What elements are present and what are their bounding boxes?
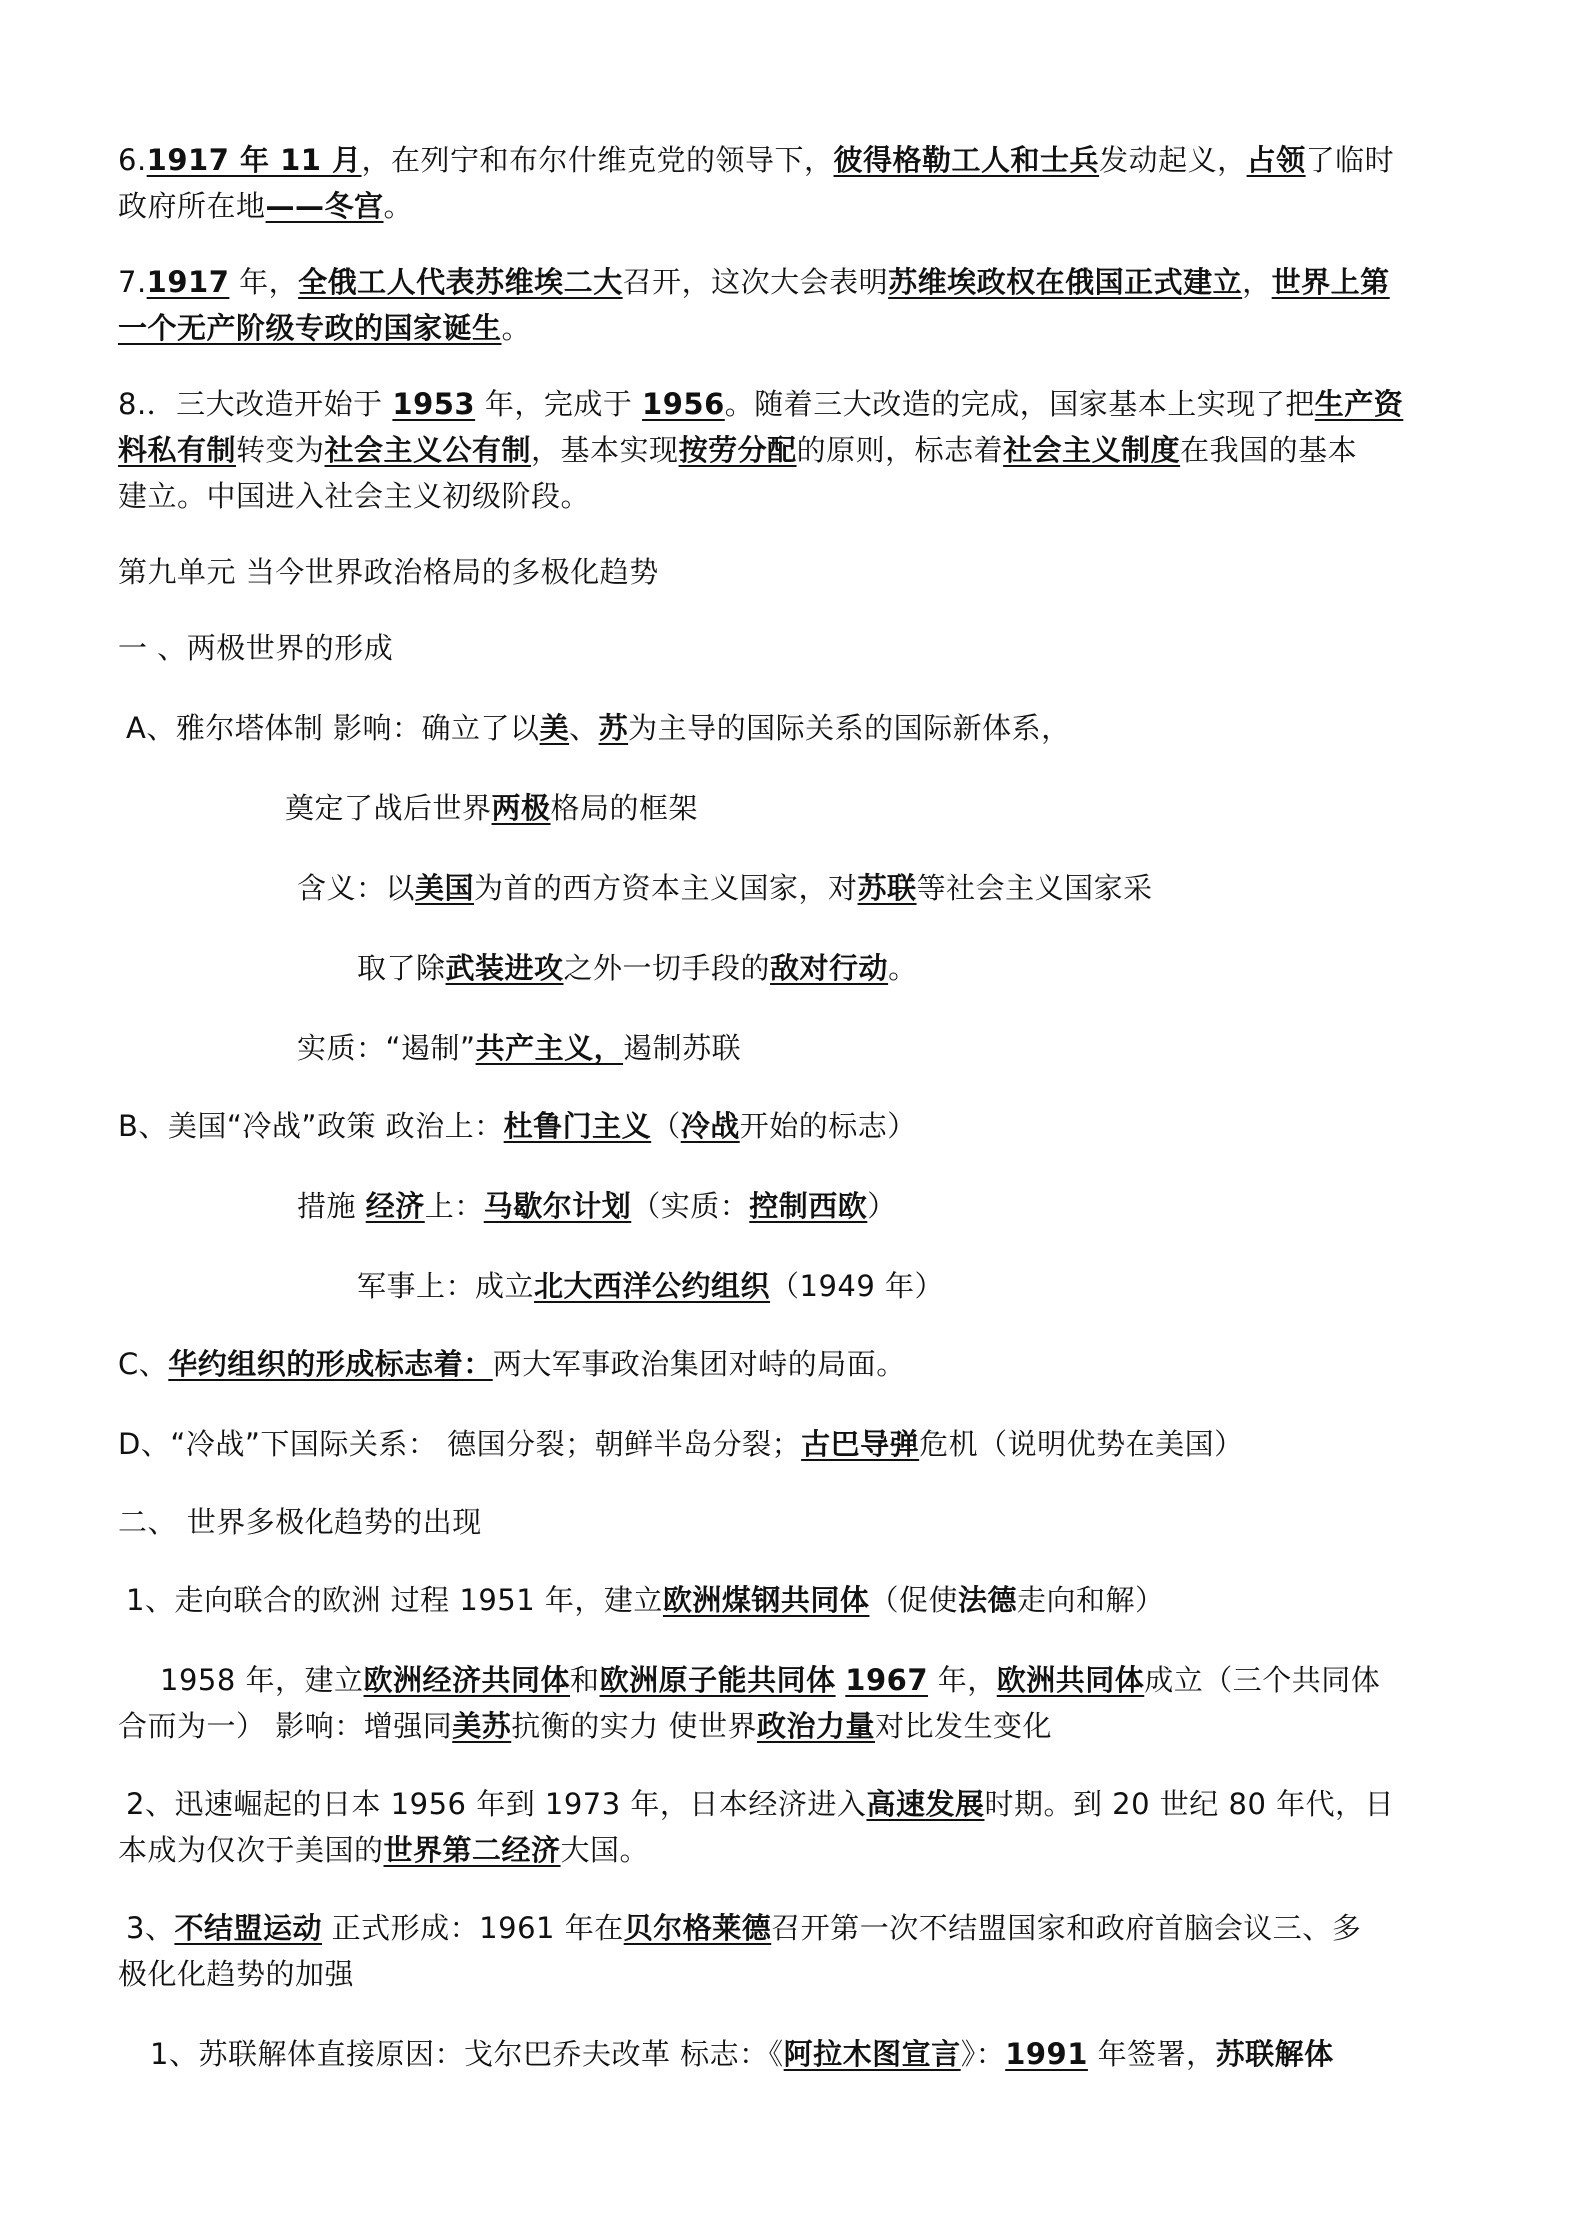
text-segment: 1、走向联合的欧洲 过程 1951 年，建立 bbox=[126, 1583, 663, 1617]
underlined-term: 苏联 bbox=[857, 871, 917, 905]
text-segment: 召开，这次大会表明 bbox=[622, 265, 889, 299]
text-segment: 正式形成：1961 年在 bbox=[321, 1911, 624, 1945]
text-segment: （实质： bbox=[631, 1189, 750, 1223]
underlined-term: 按劳分配 bbox=[678, 433, 797, 467]
underlined-term: 共产主义， bbox=[475, 1031, 624, 1065]
text-segment: B、美国“冷战”政策 政治上： bbox=[118, 1109, 504, 1143]
text-segment: 了临时 bbox=[1305, 143, 1395, 177]
underlined-term: 苏 bbox=[598, 711, 629, 745]
text-segment: 危机（说明优势在美国） bbox=[919, 1427, 1244, 1461]
text-segment: 。 bbox=[888, 951, 918, 985]
unit-heading bbox=[118, 552, 659, 592]
underlined-term: 1956 bbox=[642, 387, 725, 421]
text-segment: 等社会主义国家采 bbox=[916, 871, 1153, 905]
text-segment: 建立。中国进入社会主义初级阶段。 bbox=[118, 479, 591, 513]
meaning-line-1 bbox=[297, 868, 1153, 908]
underlined-term: 控制西欧 bbox=[749, 1189, 868, 1223]
text-segment: 年签署， bbox=[1087, 2037, 1216, 2071]
japan-line-1 bbox=[126, 1784, 1394, 1824]
underlined-term: 杜鲁门主义 bbox=[503, 1109, 652, 1143]
europe-line-2 bbox=[160, 1660, 1380, 1700]
underlined-term: 1917 bbox=[146, 265, 230, 299]
essence-line bbox=[297, 1028, 741, 1068]
text-segment: 1、苏联解体直接原因：戈尔巴乔夫改革 标志：《 bbox=[150, 2037, 784, 2071]
underlined-term: 占领 bbox=[1246, 143, 1306, 177]
paragraph-8-line-3 bbox=[118, 476, 590, 516]
text-segment: ，基本实现 bbox=[531, 433, 679, 467]
underlined-term: 美 bbox=[539, 711, 570, 745]
text-segment: 在我国的基本 bbox=[1180, 433, 1358, 467]
text-segment: 7. bbox=[118, 265, 147, 299]
item-b-line-1 bbox=[118, 1106, 917, 1146]
underlined-term: 古巴导弹 bbox=[801, 1427, 920, 1461]
underlined-term: 美国 bbox=[415, 871, 475, 905]
paragraph-6-line-1 bbox=[118, 140, 1394, 180]
text-segment: 取了除 bbox=[357, 951, 446, 985]
text-segment: 对比发生变化 bbox=[874, 1709, 1052, 1743]
text-segment bbox=[836, 1663, 846, 1697]
text-segment: 本成为仅次于美国的 bbox=[118, 1833, 384, 1867]
underlined-term: 经济 bbox=[365, 1189, 425, 1223]
europe-line-1 bbox=[126, 1580, 1164, 1620]
underlined-term: 冷战 bbox=[680, 1109, 740, 1143]
text-segment: 3、 bbox=[126, 1911, 175, 1945]
underlined-term: 彼得格勒工人和士兵 bbox=[833, 143, 1100, 177]
underlined-term: 1953 bbox=[392, 387, 476, 421]
text-segment: 措施 bbox=[297, 1189, 366, 1223]
paragraph-7-line-1 bbox=[118, 262, 1390, 302]
underlined-term: 一个无产阶级专政的国家诞生 bbox=[118, 311, 502, 345]
text-segment: 合而为一） 影响：增强同 bbox=[118, 1709, 453, 1743]
underlined-term: 世界上第 bbox=[1271, 265, 1390, 299]
text-segment: A、雅尔塔体制 影响：确立了以 bbox=[126, 711, 540, 745]
text-segment: 召开第一次不结盟国家和政府首脑会议三、多 bbox=[771, 1911, 1362, 1945]
text-segment: 。随着三大改造的完成，国家基本上实现了把 bbox=[724, 387, 1315, 421]
underlined-term: 政治力量 bbox=[756, 1709, 875, 1743]
text-segment: 法德 bbox=[957, 1583, 1017, 1617]
item-a-line-2 bbox=[285, 788, 698, 828]
non-aligned-line-1 bbox=[126, 1908, 1361, 1948]
text-segment: 》： bbox=[960, 2037, 1006, 2071]
paragraph-8-line-1 bbox=[118, 384, 1403, 424]
text-segment: 走向和解） bbox=[1016, 1583, 1165, 1617]
underlined-term: 武装进攻 bbox=[445, 951, 564, 985]
underlined-term: 欧洲煤钢共同体 bbox=[662, 1583, 870, 1617]
text-segment: 二、 世界多极化趋势的出现 bbox=[118, 1505, 482, 1539]
text-segment: 之外一切手段的 bbox=[563, 951, 771, 985]
text-segment: 年， bbox=[928, 1663, 997, 1697]
item-a-line-1 bbox=[126, 708, 1071, 748]
underlined-term: 美苏 bbox=[452, 1709, 512, 1743]
underlined-term: 料私有制 bbox=[118, 433, 237, 467]
underlined-term: 生产资 bbox=[1314, 387, 1404, 421]
text-segment: 为主导的国际关系的国际新体系， bbox=[628, 711, 1071, 745]
text-segment: 含义：以 bbox=[297, 871, 416, 905]
text-segment: 年，完成于 bbox=[475, 387, 643, 421]
text-segment: C、 bbox=[118, 1347, 169, 1381]
text-segment: 。 bbox=[383, 189, 414, 223]
item-b-line-2 bbox=[297, 1186, 897, 1226]
text-segment: 发动起义， bbox=[1099, 143, 1247, 177]
europe-line-3 bbox=[118, 1706, 1052, 1746]
text-segment: 抗衡的实力 使世界 bbox=[511, 1709, 757, 1743]
text-segment: 8.．三大改造开始于 bbox=[118, 387, 393, 421]
non-aligned-line-2 bbox=[118, 1954, 354, 1994]
text-segment: 实质：“遏制” bbox=[297, 1031, 476, 1065]
text-segment: 和 bbox=[570, 1663, 600, 1697]
underlined-term: 北大西洋公约组织 bbox=[534, 1269, 771, 1303]
text-segment: 1958 年，建立 bbox=[160, 1663, 364, 1697]
underlined-term: 社会主义公有制 bbox=[324, 433, 532, 467]
text-segment: 苏联解体 bbox=[1215, 2037, 1334, 2071]
text-segment: ，在列宁和布尔什维克党的领导下， bbox=[361, 143, 834, 177]
underlined-term: 两极 bbox=[491, 791, 551, 825]
section-1-heading bbox=[118, 628, 393, 668]
text-segment: 的原则，标志着 bbox=[796, 433, 1004, 467]
text-segment: （ bbox=[651, 1109, 681, 1143]
text-segment: 为首的西方资本主义国家，对 bbox=[474, 871, 858, 905]
underlined-term: 欧洲原子能共同体 bbox=[599, 1663, 836, 1697]
item-d-line bbox=[118, 1424, 1244, 1464]
ussr-line bbox=[150, 2034, 1334, 2074]
underlined-term: 欧洲共同体 bbox=[996, 1663, 1145, 1697]
text-segment: 大国。 bbox=[560, 1833, 650, 1867]
underlined-term: 1967 bbox=[845, 1663, 929, 1697]
underlined-term: 1991 bbox=[1005, 2037, 1088, 2071]
text-segment: 一 、两极世界的形成 bbox=[118, 631, 394, 665]
text-segment: 时期。到 20 世纪 80 年代，日 bbox=[984, 1787, 1395, 1821]
underlined-term: 马歇尔计划 bbox=[483, 1189, 632, 1223]
text-segment: ， bbox=[1242, 265, 1272, 299]
underlined-term: ——冬宫 bbox=[265, 189, 384, 223]
underlined-term: 全俄工人代表苏维埃二大 bbox=[298, 265, 623, 299]
meaning-line-2 bbox=[357, 948, 918, 988]
text-segment: ） bbox=[867, 1189, 897, 1223]
underlined-term: 华约组织的形成标志着： bbox=[168, 1347, 493, 1381]
text-segment: 上： bbox=[424, 1189, 484, 1223]
text-segment: D、“冷战”下国际关系： 德国分裂；朝鲜半岛分裂； bbox=[118, 1427, 802, 1461]
text-segment: 6. bbox=[118, 143, 147, 177]
text-segment: 第九单元 当今世界政治格局的多极化趋势 bbox=[118, 555, 659, 589]
text-segment: 奠定了战后世界 bbox=[285, 791, 492, 825]
text-segment: 两大军事政治集团对峙的局面。 bbox=[492, 1347, 906, 1381]
paragraph-8-line-2 bbox=[118, 430, 1357, 470]
text-segment: 、 bbox=[569, 711, 599, 745]
text-segment: 年， bbox=[229, 265, 299, 299]
text-segment: 成立（三个共同体 bbox=[1144, 1663, 1381, 1697]
underlined-term: 社会主义制度 bbox=[1003, 433, 1181, 467]
item-c-line bbox=[118, 1344, 906, 1384]
japan-line-2 bbox=[118, 1830, 649, 1870]
text-segment: 政府所在地 bbox=[118, 189, 266, 223]
underlined-term: 高速发展 bbox=[866, 1787, 985, 1821]
underlined-term: 1917 年 11 月 bbox=[146, 143, 362, 177]
paragraph-7-line-2 bbox=[118, 308, 531, 348]
text-segment: 。 bbox=[501, 311, 532, 345]
underlined-term: 欧洲经济共同体 bbox=[363, 1663, 571, 1697]
underlined-term: 贝尔格莱德 bbox=[623, 1911, 772, 1945]
text-segment: 转变为 bbox=[236, 433, 325, 467]
text-segment: 开始的标志） bbox=[739, 1109, 917, 1143]
section-2-heading bbox=[118, 1502, 482, 1542]
underlined-term: 世界第二经济 bbox=[383, 1833, 561, 1867]
paragraph-6-line-2 bbox=[118, 186, 413, 226]
underlined-term: 苏维埃政权在俄国正式建立 bbox=[888, 265, 1243, 299]
underlined-term: 敌对行动 bbox=[770, 951, 889, 985]
text-segment: （促使 bbox=[869, 1583, 958, 1617]
text-segment: 军事上：成立 bbox=[357, 1269, 535, 1303]
text-segment: 遏制苏联 bbox=[623, 1031, 742, 1065]
underlined-term: 不结盟运动 bbox=[174, 1911, 322, 1945]
item-b-line-3 bbox=[357, 1266, 944, 1306]
text-segment: 2、迅速崛起的日本 1956 年到 1973 年，日本经济进入 bbox=[126, 1787, 867, 1821]
text-segment: 极化化趋势的加强 bbox=[118, 1957, 355, 1991]
underlined-term: 阿拉木图宣言 bbox=[783, 2037, 961, 2071]
text-segment: 格局的框架 bbox=[550, 791, 699, 825]
text-segment: （1949 年） bbox=[770, 1269, 945, 1303]
